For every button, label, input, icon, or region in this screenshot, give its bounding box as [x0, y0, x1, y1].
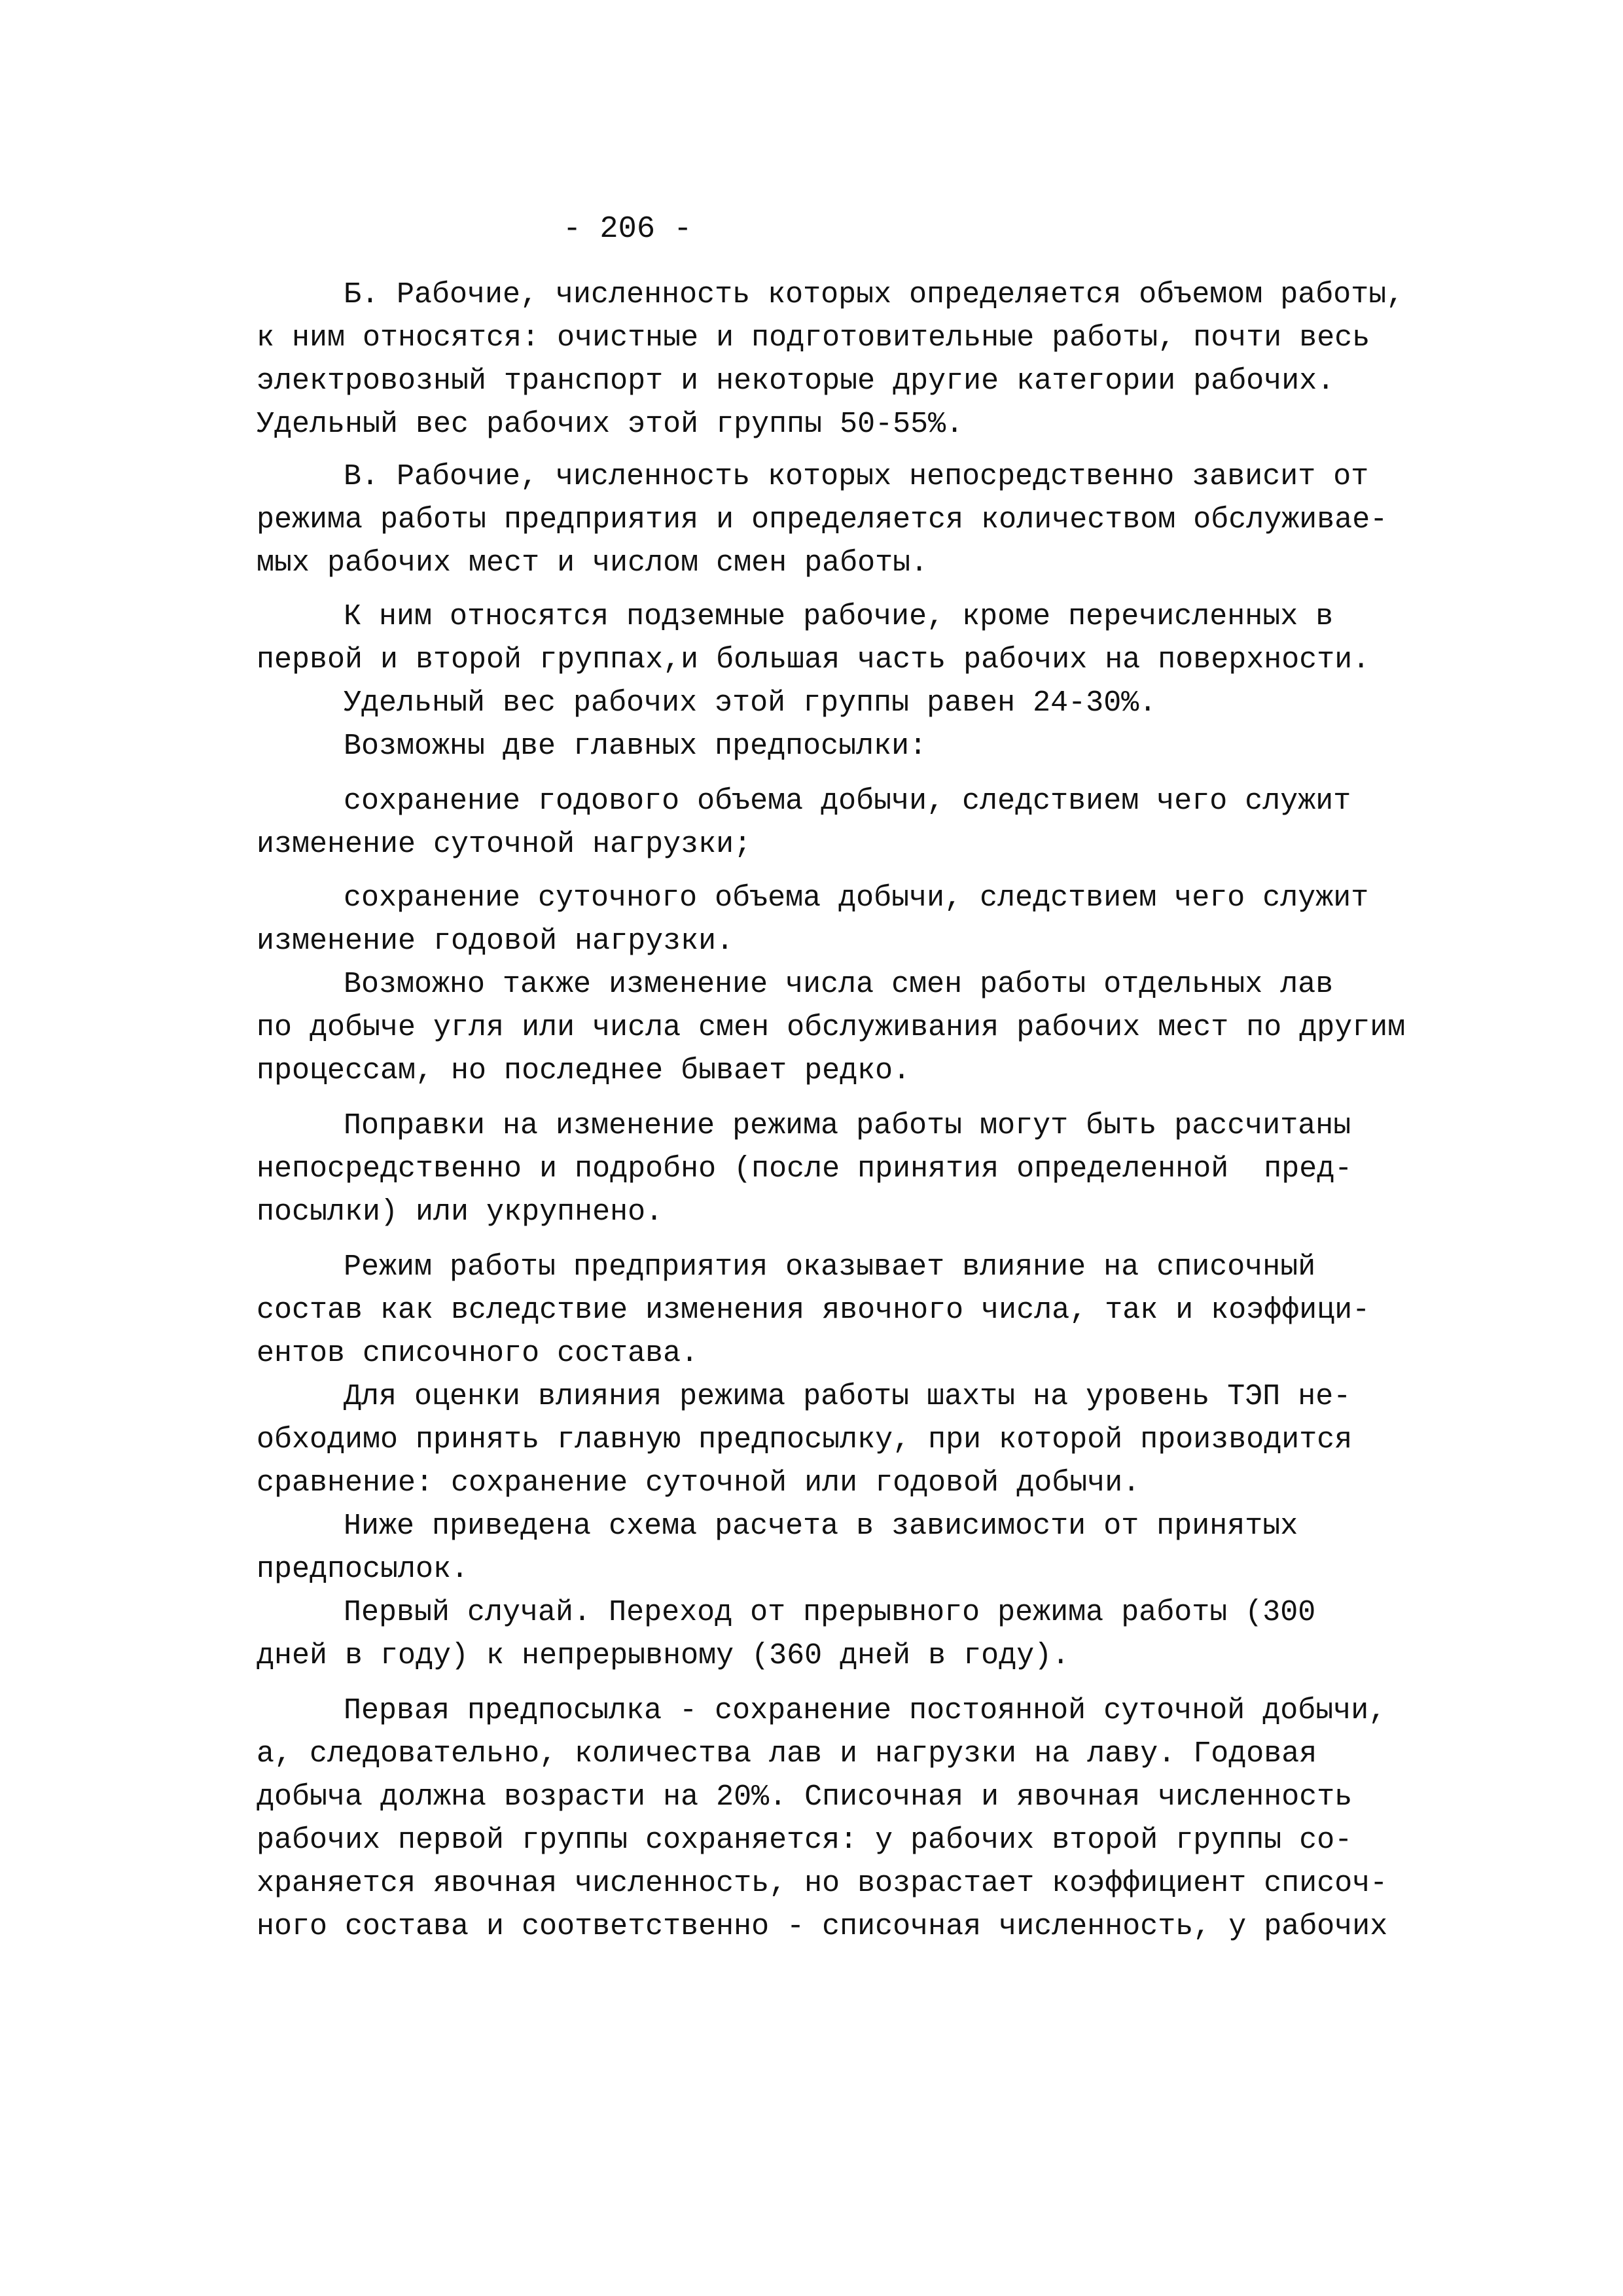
text-line: сохранение годового объема добычи, следствием чего служит [344, 785, 1351, 818]
text-line: изменение годовой нагрузки. [257, 925, 734, 958]
page-number: - 206 - [563, 212, 692, 247]
text-line: Возможно также изменение числа смен работы отдельных лав [344, 968, 1334, 1001]
text-line: ентов списочного состава. [257, 1337, 699, 1370]
text-line: ного состава и соответственно - списочная численность, у рабочих [257, 1910, 1388, 1943]
text-line: Удельный вес рабочих этой группы 50-55%. [257, 408, 964, 441]
text-line: сохранение суточного объема добычи, следствием чего служит [344, 881, 1369, 915]
text-line: В. Рабочие, численность которых непосредственно зависит от [344, 460, 1369, 493]
text-line: первой и второй группах,и большая часть рабочих на поверхности. [257, 643, 1370, 677]
text-line: дней в году) к непрерывному (360 дней в году). [257, 1639, 1070, 1672]
text-line: по добыче угля или числа смен обслуживания рабочих мест по другим [257, 1011, 1406, 1044]
text-line: процессам, но последнее бывает редко. [257, 1054, 911, 1087]
text-line: добыча должна возрасти на 20%. Списочная и явочная численность [257, 1780, 1353, 1814]
text-line: мых рабочих мест и числом смен работы. [257, 546, 929, 580]
text-line: Режим работы предприятия оказывает влияние на списочный [344, 1250, 1316, 1284]
text-line: Ниже приведена схема расчета в зависимости от принятых [344, 1510, 1298, 1543]
text-line: непосредственно и подробно (после принятия определенной пред- [257, 1152, 1353, 1186]
text-line: Первая предпосылка - сохранение постоянной суточной добычи, [344, 1694, 1387, 1727]
text-line: обходимо принять главную предпосылку, при которой производится [257, 1423, 1353, 1457]
text-line: предпосылок. [257, 1553, 469, 1586]
text-line: Первый случай. Переход от прерывного режима работы (300 [344, 1596, 1316, 1629]
text-line: электровозный транспорт и некоторые другие категории рабочих. [257, 364, 1335, 398]
text-line: а, следовательно, количества лав и нагрузки на лаву. Годовая [257, 1737, 1317, 1771]
text-line: храняется явочная численность, но возрастает коэффициент списоч- [257, 1867, 1388, 1900]
text-line: состав как вследствие изменения явочного числа, так и коэффици- [257, 1294, 1370, 1327]
text-line: рабочих первой группы сохраняется: у рабочих второй группы со- [257, 1824, 1353, 1857]
text-line: изменение суточной нагрузки; [257, 828, 752, 861]
text-line: режима работы предприятия и определяется количеством обслуживае- [257, 503, 1388, 537]
text-line: Б. Рабочие, численность которых определяется объемом работы, [344, 278, 1404, 311]
text-line: Для оценки влияния режима работы шахты на уровень ТЭП не- [344, 1380, 1351, 1413]
text-line: сравнение: сохранение суточной или годовой добычи. [257, 1466, 1141, 1500]
text-line: посылки) или укрупнено. [257, 1195, 664, 1229]
text-line: к ним относятся: очистные и подготовительные работы, почти весь [257, 321, 1370, 355]
text-line: К ним относятся подземные рабочие, кроме перечисленных в [344, 600, 1334, 633]
text-line: Поправки на изменение режима работы могут быть рассчитаны [344, 1109, 1351, 1142]
text-line: Возможны две главных предпосылки: [344, 730, 927, 763]
text-line: Удельный вес рабочих этой группы равен 24-30%. [344, 686, 1157, 720]
